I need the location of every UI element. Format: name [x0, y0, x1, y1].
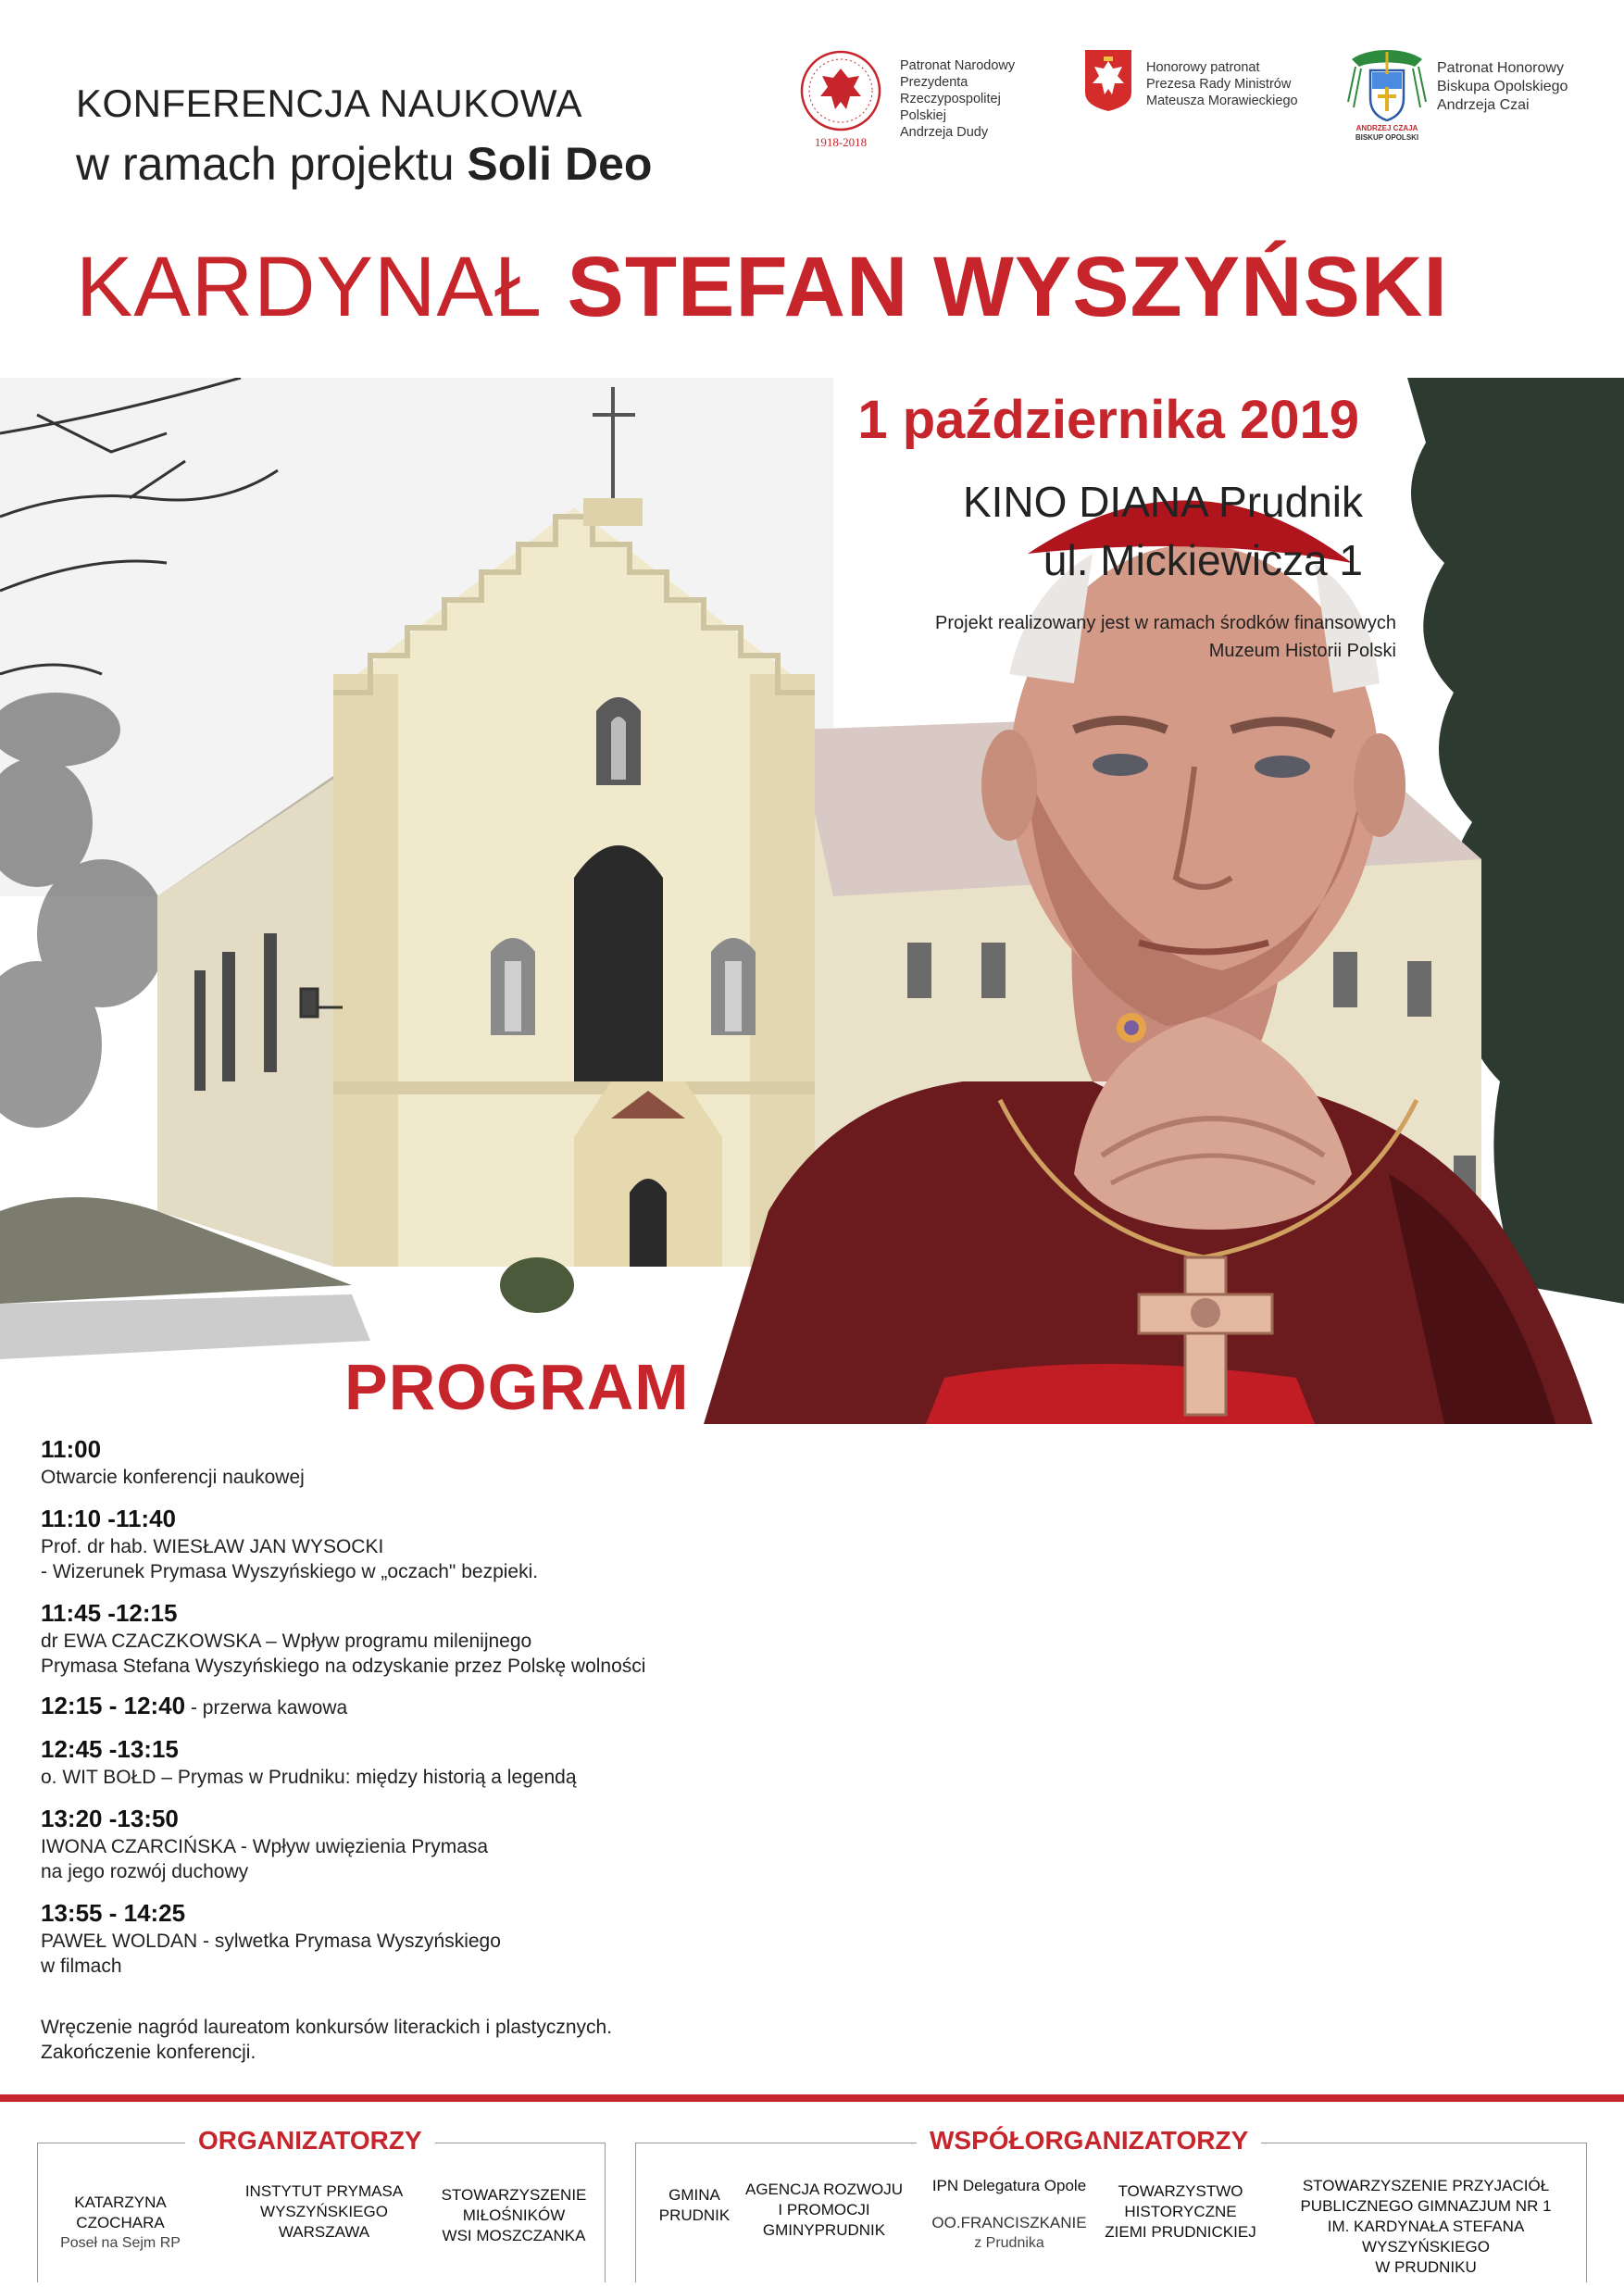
program-item: [41, 1897, 744, 1979]
coorganizer-towarzystwo: [1102, 2181, 1259, 2243]
coorganizer-name: TOWARZYSTWO: [1118, 2182, 1243, 2200]
program-time: 12:15 - 12:40: [41, 1692, 186, 1719]
bishop-arms-caption: [1344, 124, 1430, 143]
program-desc: - przerwa kawowa: [185, 1697, 348, 1718]
organizer-stowarzyszenie-moszczanka: [426, 2185, 602, 2246]
patron-line: Patronat Honorowy: [1437, 60, 1564, 76]
patronage-president: [793, 48, 1033, 149]
organizers-heading: ORGANIZATORZY: [185, 2126, 435, 2156]
patron-line: Andrzeja Czai: [1437, 97, 1530, 113]
page-title: KARDYNAŁ STEFAN WYSZYŃSKI: [76, 240, 1448, 334]
coorganizer-gmina: [648, 2185, 741, 2226]
patron-line: Biskupa Opolskiego: [1437, 79, 1568, 94]
coorganizers-heading: WSPÓŁORGANIZATORZY: [917, 2126, 1261, 2156]
patron-line: Andrzeja Dudy: [900, 125, 989, 140]
program-item: [41, 1692, 744, 1720]
program-time: 13:55 - 14:25: [41, 1899, 186, 1927]
funding-source: Muzeum Historii Polski: [1208, 641, 1396, 661]
subtitle-project: w ramach projektu Soli Deo: [76, 138, 653, 190]
organizer-name: WYSZYŃSKIEGO: [260, 2203, 388, 2220]
patron-line: Mateusza Morawieckiego: [1146, 94, 1298, 108]
polish-eagle-emblem-icon: [1083, 48, 1133, 113]
patron-line: Honorowy patronat: [1146, 60, 1260, 75]
patronage-bishop: [1344, 46, 1613, 167]
coorganizer-stowarzyszenie-gimnazjum: [1268, 2176, 1583, 2278]
patron-line: Rzeczypospolitej Polskiej: [900, 92, 1001, 123]
organizer-name: WSI MOSZCZANKA: [442, 2227, 586, 2244]
patron-line: Patronat Narodowy: [900, 58, 1016, 73]
program-desc: IWONA CZARCIŃSKA - Wpływ uwięzienia Prymasa: [41, 1836, 489, 1857]
program-time: 12:45 -13:15: [41, 1735, 179, 1763]
patron-line: Prezydenta: [900, 75, 968, 90]
coorganizer-name: ZIEMI PRUDNICKIEJ: [1105, 2223, 1256, 2241]
program-desc: - Wizerunek Prymasa Wyszyńskiego w „oczach" bezpieki.: [41, 1561, 539, 1582]
program-desc: Prof. dr hab. WIESŁAW JAN WYSOCKI: [41, 1536, 384, 1557]
subtitle-conference: KONFERENCJA NAUKOWA: [76, 81, 583, 125]
organizer-czochara: [37, 2193, 204, 2254]
organizer-name: WARSZAWA: [278, 2223, 370, 2241]
presidential-seal-years: 1918-2018: [814, 135, 868, 149]
organizer-name: MIŁOŚNIKÓW: [462, 2206, 566, 2224]
program-time: 11:10 -11:40: [41, 1505, 177, 1532]
program-time: 11:00: [41, 1435, 102, 1463]
venue-address: ul. Mickiewicza 1: [1043, 536, 1363, 584]
program-time: 13:20 -13:50: [41, 1805, 179, 1832]
program-heading: PROGRAM: [344, 1351, 690, 1423]
program-desc: PAWEŁ WOLDAN - sylwetka Prymasa Wyszyńskiego: [41, 1931, 501, 1952]
program-desc: na jego rozwój duchowy: [41, 1861, 249, 1882]
program-desc: dr EWA CZACZKOWSKA – Wpływ programu milenijnego: [41, 1631, 532, 1652]
closing-line: Zakończenie konferencji.: [41, 2042, 256, 2063]
organizer-name: STOWARZYSZENIE: [441, 2186, 587, 2204]
bishop-arms-name: ANDRZEJ CZAJA: [1355, 124, 1418, 132]
program-desc: Prymasa Stefana Wyszyńskiego na odzyskanie przez Polskę wolności: [41, 1656, 646, 1677]
coorganizer-name: HISTORYCZNE: [1124, 2203, 1237, 2220]
program-item: [41, 1803, 744, 1884]
event-date: 1 października 2019: [857, 390, 1359, 450]
coorganizer-name: PUBLICZNEGO GIMNAZJUM NR 1: [1300, 2197, 1552, 2215]
venue-name: KINO DIANA Prudnik: [962, 478, 1363, 526]
organizer-name: KATARZYNA CZOCHARA: [74, 2193, 167, 2231]
coorganizer-name: STOWARZYSZENIE PRZYJACIÓŁ: [1302, 2177, 1550, 2194]
coorganizer-name: W PRUDNIKU: [1375, 2258, 1477, 2276]
program-list: [41, 1433, 744, 1992]
program-item: [41, 1433, 744, 1490]
coorganizer-agencja: [741, 2180, 907, 2241]
coorganizer-name: IM. KARDYNAŁA STEFANA WYSZYŃSKIEGO: [1327, 2218, 1525, 2256]
program-item: [41, 1597, 744, 1679]
coorganizer-ipn-franciszkanie: [917, 2176, 1102, 2254]
church-and-cardinal-illustration: [0, 378, 1624, 1424]
coorganizer-name: GMINA: [668, 2186, 720, 2204]
coorganizer-name: OO.FRANCISZKANIE: [931, 2214, 1087, 2231]
funding-note: Projekt realizowany jest w ramach środków finansowych: [935, 613, 1396, 633]
closing-note: [41, 2015, 744, 2065]
closing-line: Wręczenie nagród laureatom konkursów literackich i plastycznych.: [41, 2017, 613, 2038]
patronage-prime-minister: [1083, 48, 1324, 141]
patron-line: Prezesa Rady Ministrów: [1146, 77, 1292, 92]
coorganizer-name: IPN Delegatura Opole: [931, 2177, 1087, 2194]
organizer-role: Poseł na Sejm RP: [60, 2235, 181, 2251]
program-desc: w filmach: [41, 1956, 122, 1977]
coorganizer-name: GMINYPRUDNIK: [762, 2221, 886, 2239]
coorganizer-name: I PROMOCJI: [778, 2201, 870, 2218]
coorganizer-name: PRUDNIK: [658, 2206, 731, 2224]
program-item: [41, 1503, 744, 1584]
organizer-instytut: [231, 2181, 417, 2243]
program-time: 11:45 -12:15: [41, 1599, 178, 1627]
project-name: Soli Deo: [467, 138, 653, 190]
program-desc: o. WIT BOŁD – Prymas w Prudniku: między historią a legendą: [41, 1767, 577, 1788]
presidential-seal-icon: [793, 48, 894, 148]
coorganizer-name: AGENCJA ROZWOJU: [744, 2181, 903, 2198]
organizer-name: INSTYTUT PRYMASA: [244, 2182, 404, 2200]
program-item: [41, 1733, 744, 1790]
footer-divider: [0, 2094, 1624, 2102]
coorganizer-sub: z Prudnika: [974, 2235, 1044, 2251]
program-desc: Otwarcie konferencji naukowej: [41, 1467, 305, 1488]
bishop-arms-title: BISKUP OPOLSKI: [1355, 133, 1419, 142]
